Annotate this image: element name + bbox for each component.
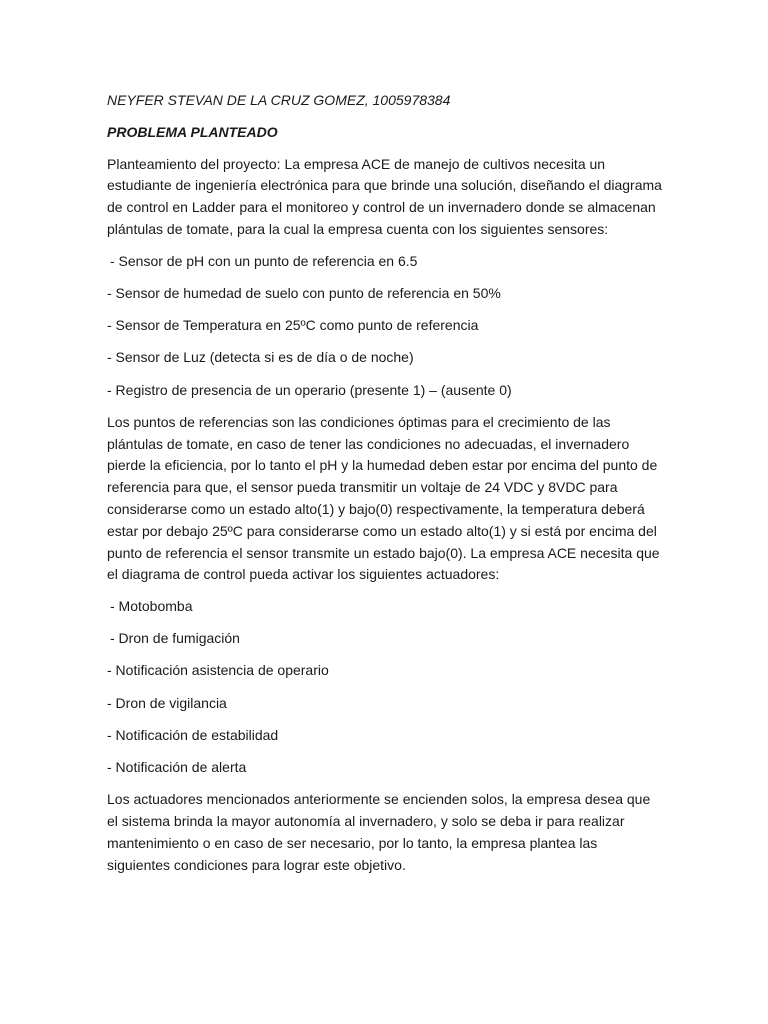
section-heading: PROBLEMA PLANTEADO: [107, 123, 278, 140]
list-item: - Notificación de alerta: [107, 759, 247, 776]
list-item: - Dron de fumigación: [110, 630, 240, 647]
list-item: - Motobomba: [110, 598, 193, 615]
list-item: - Sensor de Luz (detecta si es de día o de noche): [107, 349, 414, 366]
author-line: NEYFER STEVAN DE LA CRUZ GOMEZ, 1005978384: [107, 92, 451, 108]
sensor-list: [107, 251, 663, 402]
list-item: - Notificación de estabilidad: [107, 726, 279, 743]
list-item: - Sensor de humedad de suelo con punto de referencia en 50%: [107, 284, 501, 301]
document-page: [107, 90, 663, 886]
list-item: - Registro de presencia de un operario (presente 1) – (ausente 0): [107, 381, 512, 398]
list-item: - Dron de vigilancia: [107, 694, 227, 711]
list-item: - Sensor de Temperatura en 25ºC como punto de referencia: [107, 317, 479, 334]
intro-paragraph: Planteamiento del proyecto: La empresa ACE de manejo de cultivos necesita un estudiante de ingeniería electrónica para que brinde una solución, diseñando el diagrama de control en Ladder para el monitoreo y control de un invernadero donde se almacenan plántulas de tomate, para la cual la empresa cuenta con los siguientes sensores:: [107, 155, 662, 237]
closing-paragraph: Los actuadores mencionados anteriormente se encienden solos, la empresa desea que el sistema brinda la mayor autonomía al invernadero, y solo se deba ir para realizar mantenimiento o en caso de ser necesario, por lo tanto, la empresa plantea las siguientes condiciones para lograr este objetivo.: [107, 791, 651, 873]
conditions-paragraph: Los puntos de referencias son las condiciones óptimas para el crecimiento de las plántulas de tomate, en caso de tener las condiciones no adecuadas, el invernadero pierde la eficiencia, por lo tanto el pH y la humedad deben estar por encima del punto de referencia para que, el sensor pueda transmitir un voltaje de 24 VDC y 8VDC para considerarse como un estado alto(1) y bajo(0) respectivamente, la temperatura deberá estar por debajo 25ºC para considerarse como un estado alto(1) y si está por encima del punto de referencia el sensor transmite un estado bajo(0). La empresa ACE necesita que el diagrama de control pueda activar los siguientes actuadores:: [107, 413, 660, 583]
actuator-list: [107, 596, 663, 779]
list-item: - Notificación asistencia de operario: [107, 662, 329, 679]
list-item: - Sensor de pH con un punto de referencia en 6.5: [110, 252, 418, 269]
